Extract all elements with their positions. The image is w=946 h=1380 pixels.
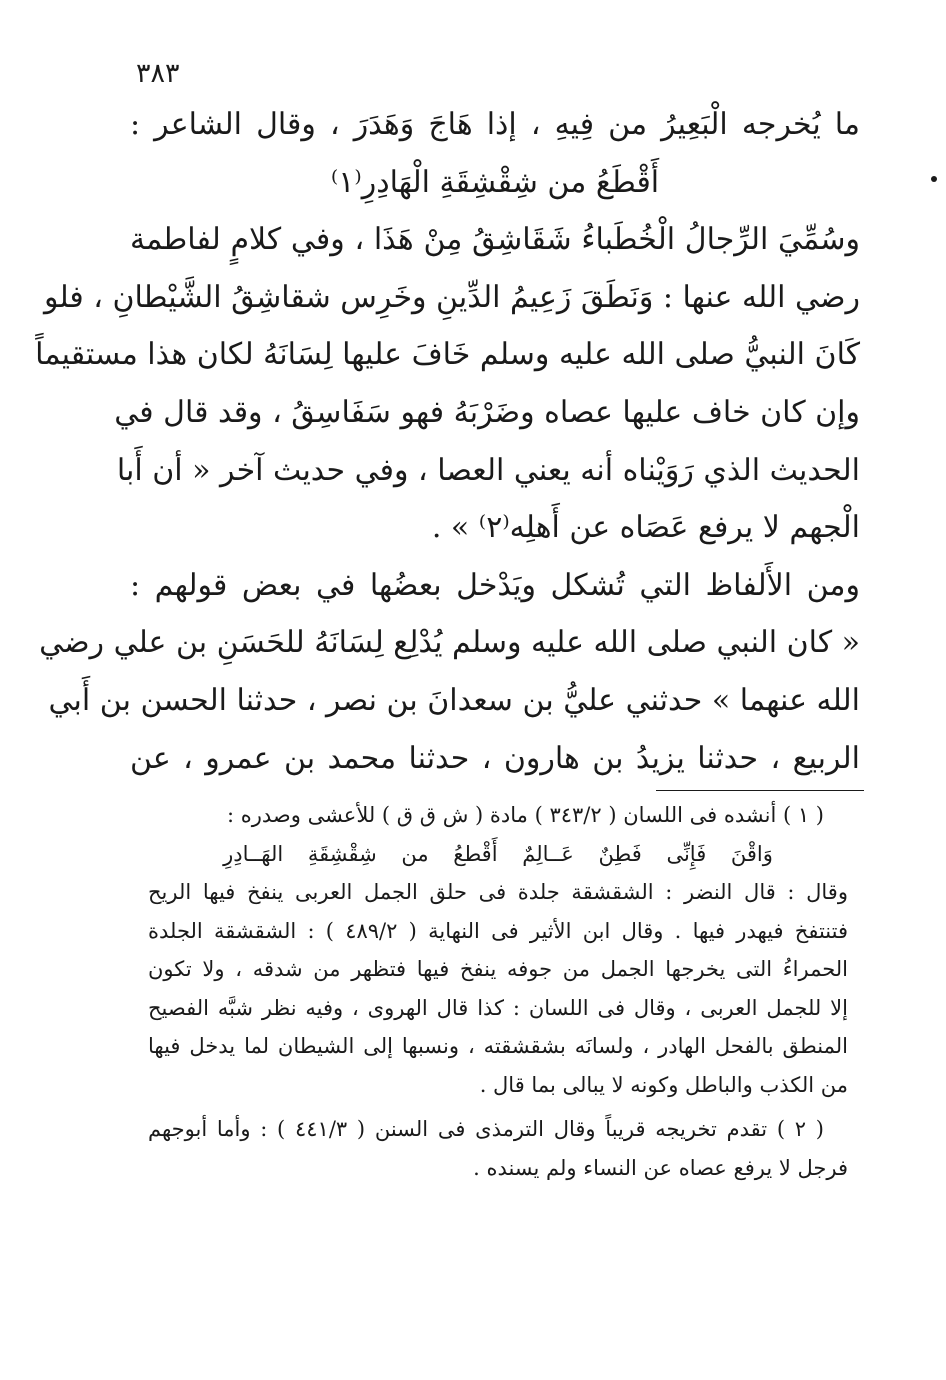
text-line: الحديث الذي رَوَيْناه أنه يعني العصا ، وفي حديث آخر « أن أَبا [116, 452, 860, 488]
text-line: الْجهم لا يرفع عَصَاه عن أَهلِه⁽٢⁾ » . [431, 510, 860, 546]
footnote-line: من الكذب والباطل وكونه لا يبالى بما قال . [479, 1072, 848, 1097]
text-line: وإن كان خاف عليها عصاه وضَرْبَهُ فهو سَفَاسِقُ ، وقد قال في [114, 394, 860, 430]
footnote-line: ( ١ ) أنشده فى اللسان ( ٣٤٣/٢ ) مادة ( ش ق ق ) للأعشى وصدره : [227, 803, 824, 827]
text-line: ما يُخرجه الْبَعِيرُ من فِيهِ ، إذا هَاجَ وَهَدَرَ ، وقال الشاعر : [130, 107, 860, 142]
text-line: وسُمِّيَ الرِّجالُ الْخُطَباءُ شَقَاشِقُ مِنْ هَذَا ، وفي كلامٍ لفاطمة [130, 222, 860, 258]
footnote-line: إلا للجمل العربى ، وقال فى اللسان : كذا قال الهروى ، وفيه نظر شبَّه الفصيح [148, 995, 848, 1020]
text-line: كَانَ النبيُّ صلى الله عليه وسلم خَافَ عليها لِسَانَهُ لكان هذا مستقيماً [35, 337, 860, 373]
margin-dot-mark [931, 176, 937, 182]
footnotes [148, 796, 848, 1187]
text-line: الله عنهما » حدثني عليُّ بن سعدانَ بن نصر ، حدثنا الحسن بن أَبي [48, 682, 860, 718]
footnote-line: المنطق بالفحل الهادر ، ولسانَه بشقشقته ، ونسبها إلى الشيطان لما يدخل فيها [148, 1034, 848, 1058]
verse-line: أَقْطَعُ من شِقْشِقَةِ الْهَادِرِ⁽١⁾ [330, 164, 660, 200]
footnote-line: ( ٢ ) تقدم تخريجه قريباً وقال الترمذى فى السنن ( ٤٤١/٣ ) : وأما أبوجهم [148, 1117, 824, 1141]
main-text [35, 96, 860, 787]
text-line: « كان النبي صلى الله عليه وسلم يُدْلِع لِسَانَهُ للحَسَنِ بن علي رضي [39, 625, 860, 661]
footnote-line: الحمراءُ التى يخرجها الجمل من جوفه ينفخ فيها فتظهر من شدقه ، ولا تكون [148, 957, 848, 981]
page-number: ٣٨٣ [136, 58, 180, 89]
footnote-line: فرجل لا يرفع عصاه عن النساء ولم يسنده . [473, 1155, 848, 1180]
footnote-verse: وَاقْنَ فَإِنِّى فَطِنٌ عَــالِمٌ أَقْطعُ من شِقْشِقَةِ الهَــادِرِ [223, 841, 773, 866]
footnote-line: وقال : قال النضر : الشقشقة جلدة فى حلق الجمل العربى ينفخ فيها الريح [148, 880, 848, 904]
footnote-divider [656, 790, 864, 791]
text-line: ومن الأَلفاظ التي تُشكل ويَدْخل بعضُها في بعض قولهم : [130, 567, 860, 603]
text-line: رضي الله عنها : وَنَطَقَ زَعِيمُ الدِّينِ وخَرِس شقاشِقُ الشَّيْطانِ ، فلو [43, 279, 860, 315]
footnote-line: فتنتفخ فيهدر فيها . وقال ابن الأثير فى النهاية ( ٤٨٩/٢ ) : الشقشقة الجلدة [148, 918, 848, 943]
text-line: الربيع ، حدثنا يزيدُ بن هارون ، حدثنا محمد بن عمرو ، عن [130, 740, 860, 776]
